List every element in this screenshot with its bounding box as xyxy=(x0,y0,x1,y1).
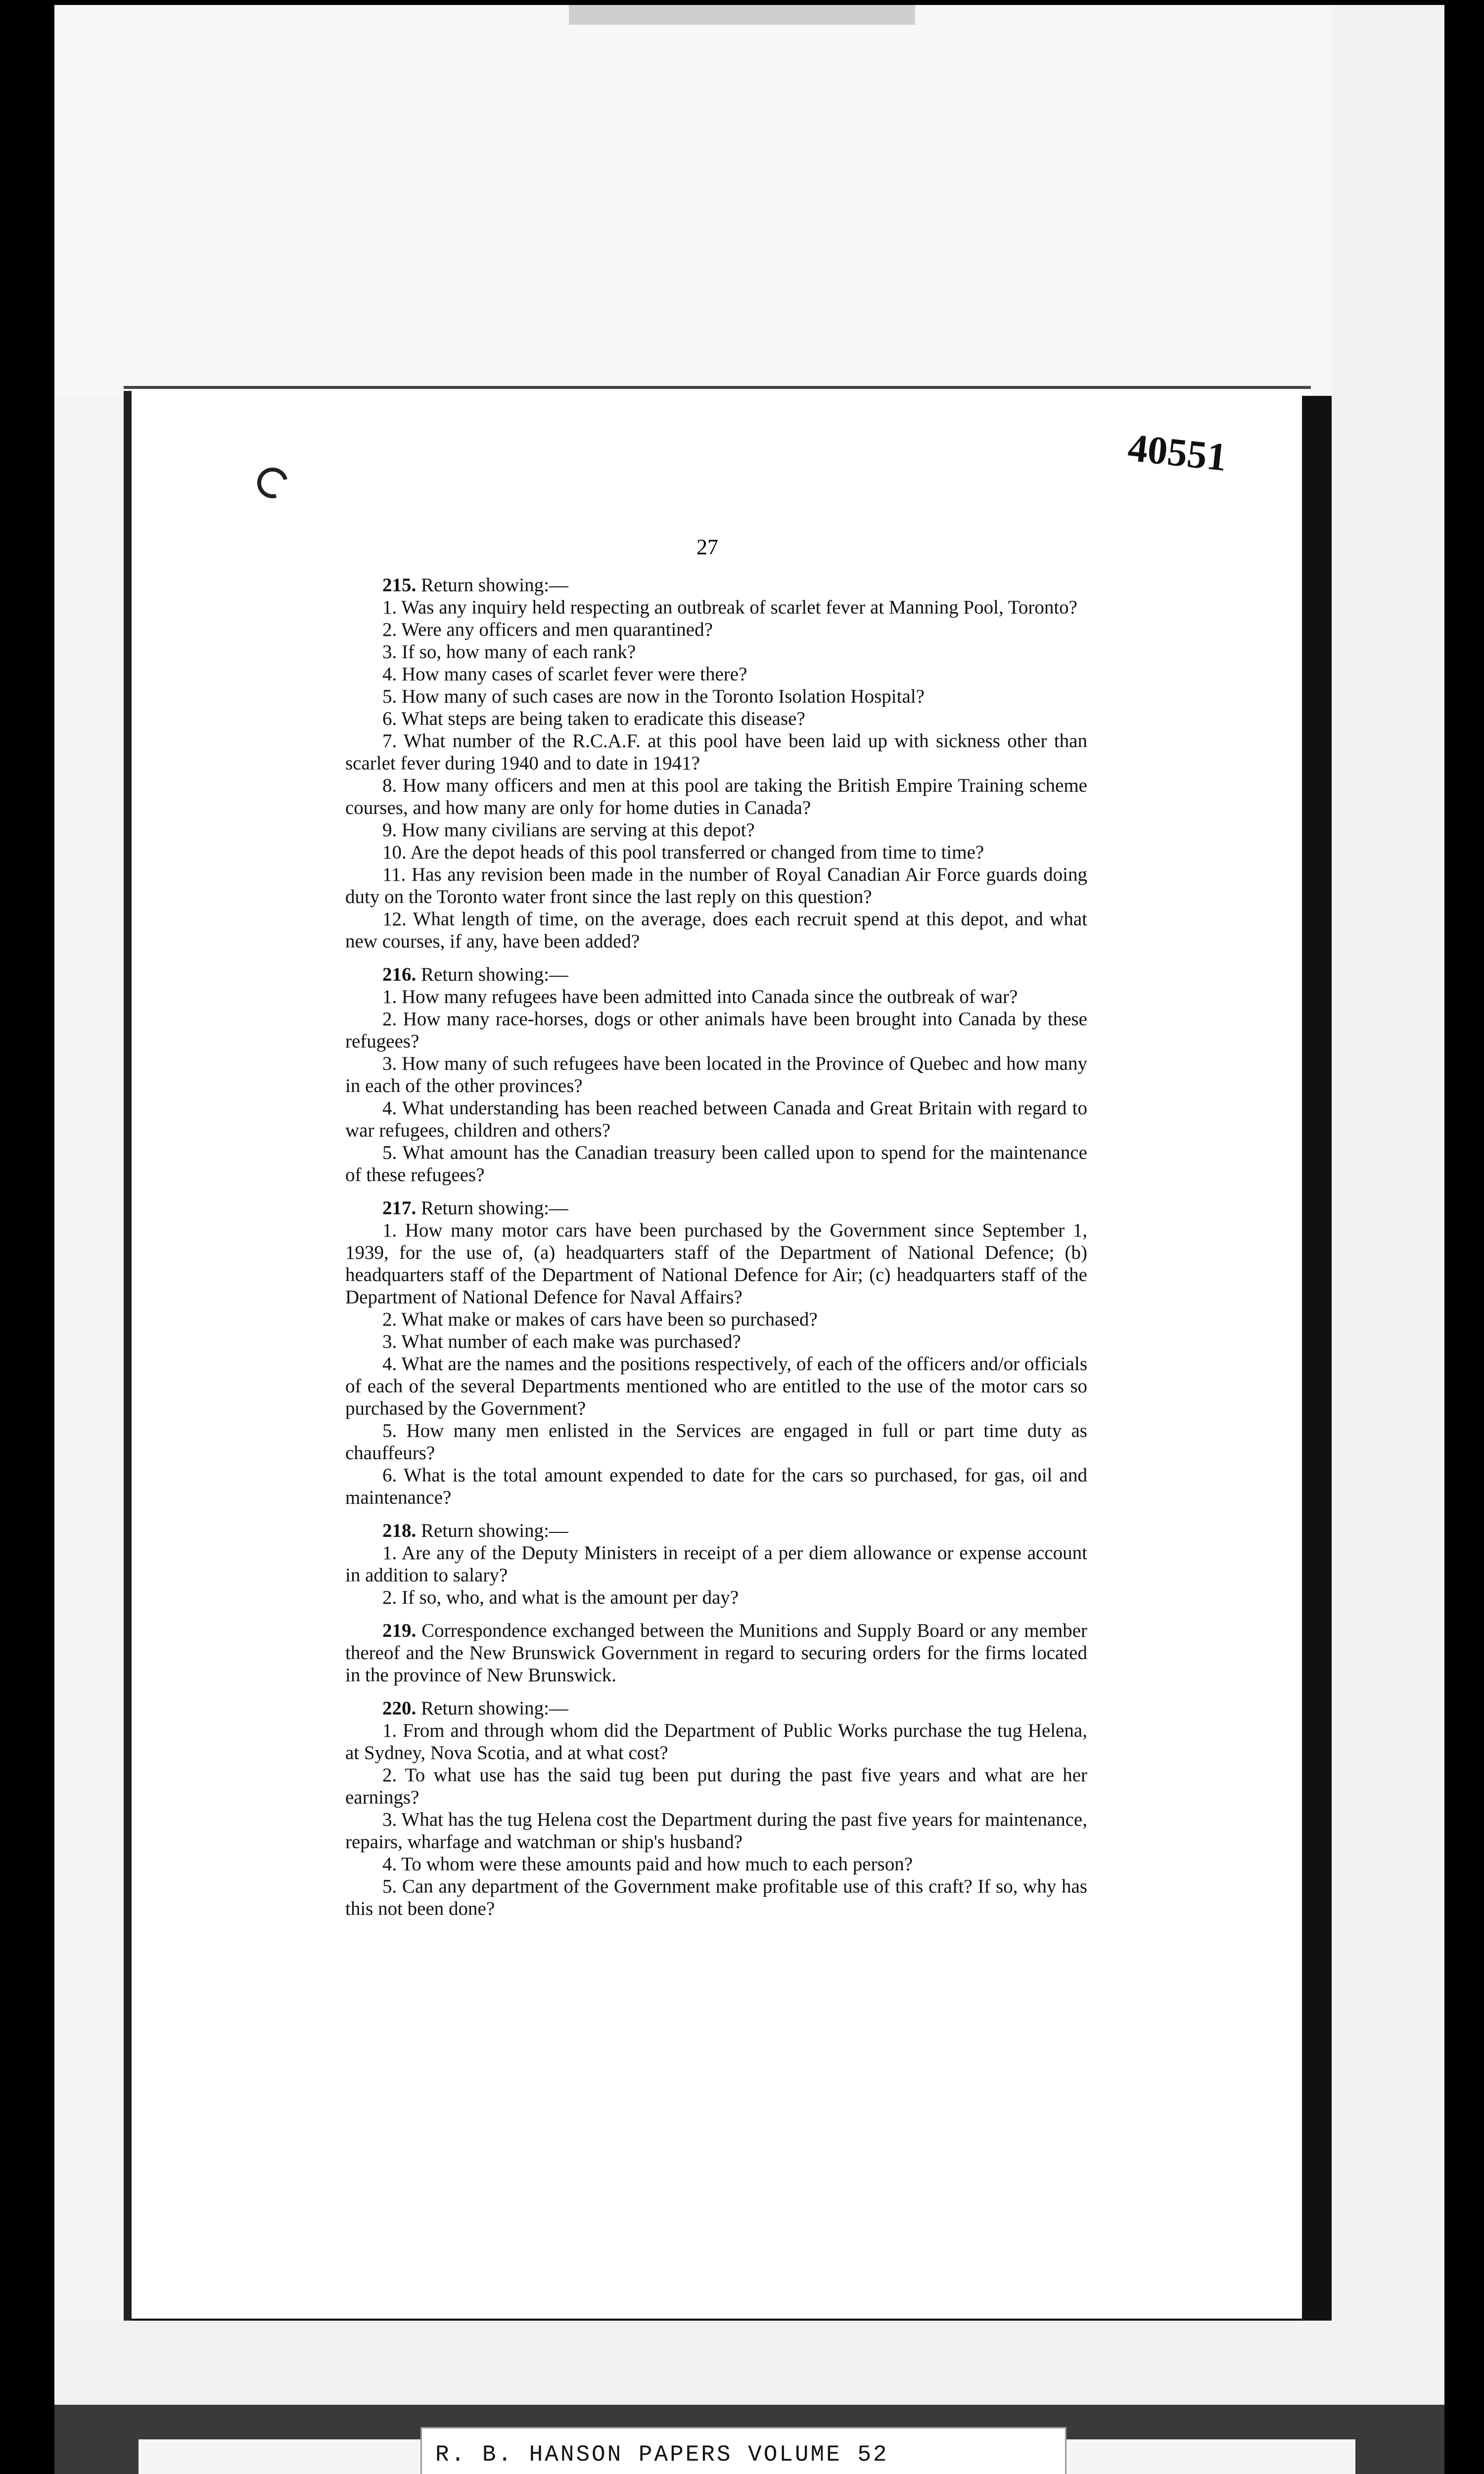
list-item: 1. Was any inquiry held respecting an outbreak of scarlet fever at Manning Pool, Toronto? xyxy=(382,597,1077,618)
list-item: 4. What are the names and the positions respectively, of each of the officers and/or officials of each of the several Departments mentioned who are entitled to the use of the motor cars so purchased by the Government? xyxy=(345,1353,1087,1419)
return-219-heading: 219. Correspondence exchanged between the Munitions and Supply Board or any member thereof and the New Brunswick Government in regard to securing orders for the firms located in the province of New Brunswick. xyxy=(345,1620,1087,1686)
list-item: 1. How many refugees have been admitted into Canada since the outbreak of war? xyxy=(382,986,1018,1007)
list-item: 2. Were any officers and men quarantined? xyxy=(382,619,713,640)
list-item: 3. How many of such refugees have been located in the Province of Quebec and how many in each of the other provinces? xyxy=(345,1053,1087,1096)
page-left-edge xyxy=(124,391,132,2321)
list-item: 5. Can any department of the Government make profitable use of this craft? If so, why has this not been done? xyxy=(345,1876,1087,1919)
list-item: 2. How many race-horses, dogs or other animals have been brought into Canada by these refugees? xyxy=(345,1008,1087,1052)
list-item: 6. What steps are being taken to eradicate this disease? xyxy=(382,708,805,729)
list-item: 5. How many men enlisted in the Services are engaged in full or part time duty as chauffeurs? xyxy=(345,1420,1087,1464)
list-item: 7. What number of the R.C.A.F. at this pool have been laid up with sickness other than scarlet fever during 1940 and to date in 1941? xyxy=(345,730,1087,774)
list-item: 1. Are any of the Deputy Ministers in receipt of a per diem allowance or expense account in addition to salary? xyxy=(345,1542,1087,1586)
list-item: 4. What understanding has been reached between Canada and Great Britain with regard to war refugees, children and others? xyxy=(345,1097,1087,1141)
list-item: 6. What is the total amount expended to date for the cars so purchased, for gas, oil and maintenance? xyxy=(345,1465,1087,1508)
list-item: 5. How many of such cases are now in the Toronto Isolation Hospital? xyxy=(382,686,925,707)
page-number: 27 xyxy=(696,535,718,559)
collection-label: R. B. HANSON PAPERS VOLUME 52 xyxy=(435,2442,889,2468)
scan-shadow xyxy=(569,5,915,25)
scan-backing-left xyxy=(54,396,124,2474)
list-item: 12. What length of time, on the average, does each recruit spend at this depot, and what new courses, if any, have been added? xyxy=(345,908,1087,952)
list-item: 2. What make or makes of cars have been so purchased? xyxy=(382,1309,818,1330)
return-220-heading: 220. Return showing:— xyxy=(382,1698,568,1719)
list-item: 5. What amount has the Canadian treasury been called upon to spend for the maintenance of these refugees? xyxy=(345,1142,1087,1186)
scan-backing-right xyxy=(1332,5,1444,2474)
list-item: 1. From and through whom did the Department of Public Works purchase the tug Helena, at Sydney, Nova Scotia, and at what cost? xyxy=(345,1720,1087,1763)
return-217-heading: 217. Return showing:— xyxy=(382,1197,568,1219)
list-item: 4. How many cases of scarlet fever were there? xyxy=(382,664,747,685)
page-right-edge xyxy=(1302,396,1332,2326)
returns-content xyxy=(345,574,1087,1920)
return-218-heading: 218. Return showing:— xyxy=(382,1520,568,1541)
list-item: 8. How many officers and men at this pool are taking the British Empire Training scheme courses, and how many are only for home duties in Canada? xyxy=(345,775,1087,818)
scan-background-top xyxy=(54,5,1444,396)
list-item: 2. If so, who, and what is the amount per day? xyxy=(382,1587,739,1608)
list-item: 4. To whom were these amounts paid and how much to each person? xyxy=(382,1854,913,1875)
list-item: 1. How many motor cars have been purchased by the Government since September 1, 1939, for the use of, (a) headquarters staff of the Department of National Defence; (b) headquarters staff of the Department of National Defence for Air; (c) headquarters staff of the Department of National Defence for Naval Affairs? xyxy=(345,1220,1087,1308)
list-item: 10. Are the depot heads of this pool transferred or changed from time to time? xyxy=(382,842,984,863)
list-item: 11. Has any revision been made in the number of Royal Canadian Air Force guards doing duty on the Toronto water front since the last reply on this question? xyxy=(345,864,1087,907)
return-216-heading: 216. Return showing:— xyxy=(382,964,568,985)
list-item: 3. What number of each make was purchased? xyxy=(382,1331,741,1352)
document-number-stamp: 40551 xyxy=(1126,426,1229,480)
list-item: 2. To what use has the said tug been put during the past five years and what are her earnings? xyxy=(345,1764,1087,1808)
list-item: 3. If so, how many of each rank? xyxy=(382,641,636,663)
return-215-heading: 215. Return showing:— xyxy=(382,574,568,596)
list-item: 9. How many civilians are serving at this depot? xyxy=(382,819,755,841)
list-item: 3. What has the tug Helena cost the Department during the past five years for maintenance, repairs, wharfage and watchman or ship's husband? xyxy=(345,1809,1087,1853)
